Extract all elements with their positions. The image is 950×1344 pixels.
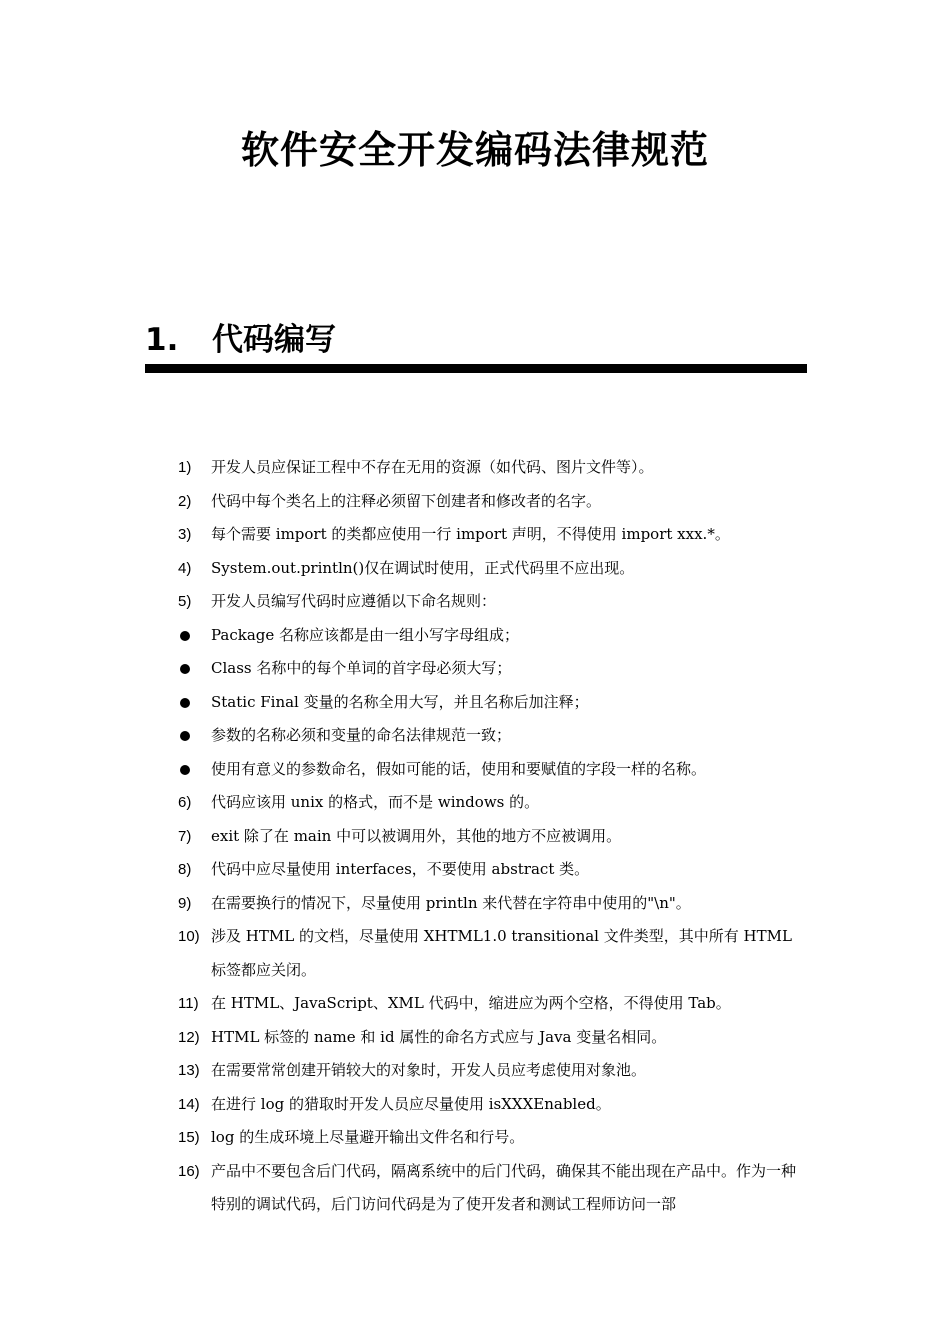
item-number: 15)	[178, 1129, 200, 1146]
item-text: System.out.println()仅在调试时使用，正式代码里不应出现。	[211, 558, 635, 577]
item-text: 开发人员应保证工程中不存在无用的资源（如代码、图片文件等）。	[211, 458, 654, 476]
item-number: 3)	[178, 526, 192, 543]
item-number: 7)	[178, 827, 192, 845]
item-number: 5)	[178, 593, 192, 610]
item-number: 12)	[178, 1028, 200, 1046]
list-item	[0, 920, 950, 987]
list-item	[0, 585, 950, 619]
list-item	[0, 552, 950, 586]
bullet-item	[0, 686, 950, 720]
list-item	[0, 786, 950, 820]
bullet-item	[0, 652, 950, 686]
bullet-dot-icon	[180, 698, 190, 708]
item-number: 11)	[178, 995, 199, 1012]
item-number: 10)	[178, 928, 200, 945]
item-text: 在进行 log 的猎取时开发人员应尽量使用 isXXXEnabled。	[211, 1094, 611, 1113]
item-number: 1)	[178, 459, 192, 476]
list-item	[0, 1021, 950, 1055]
list-item	[0, 1155, 950, 1222]
list-item	[0, 987, 950, 1021]
bullet-item	[0, 753, 950, 787]
item-text: Static Final 变量的名称全用大写，并且名称后加注释；	[211, 692, 589, 711]
bullet-dot-icon	[180, 631, 190, 641]
item-text: 代码应该用 unix 的格式，而不是 windows 的。	[211, 793, 540, 811]
bullet-item	[0, 719, 950, 753]
list-item	[0, 518, 950, 552]
item-number: 8)	[178, 861, 192, 878]
item-text: HTML 标签的 name 和 id 属性的命名方式应与 Java 变量名相同。	[211, 1027, 667, 1046]
item-number: 2)	[178, 492, 192, 510]
item-text: Class 名称中的每个单词的首字母必须大写；	[211, 659, 512, 677]
list-item	[0, 853, 950, 887]
item-text: 产品中不要包含后门代码，隔离系统中的后门代码，确保其不能出现在产品中。作为一种特别的调试代码，后门访问代码是为了使开发者和测试工程师访问一部	[211, 1161, 797, 1213]
list-item	[0, 1054, 950, 1088]
item-text: 代码中应尽量使用 interfaces，不要使用 abstract 类。	[211, 860, 590, 878]
list-item	[0, 887, 950, 921]
item-number: 6)	[178, 794, 192, 811]
item-number: 13)	[178, 1062, 200, 1079]
bullet-dot-icon	[180, 664, 190, 674]
item-text: 使用有意义的参数命名，假如可能的话，使用和要赋值的字段一样的名称。	[211, 759, 707, 778]
section-divider	[145, 364, 807, 373]
list-item	[0, 1121, 950, 1155]
item-number: 9)	[178, 894, 192, 912]
bullet-item	[0, 619, 950, 653]
list-item	[0, 485, 950, 519]
section-heading	[145, 318, 807, 362]
item-number: 4)	[178, 559, 192, 577]
item-text: 代码中每个类名上的注释必须留下创建者和修改者的名字。	[211, 491, 602, 510]
bullet-dot-icon	[180, 765, 190, 775]
item-text: 开发人员编写代码时应遵循以下命名规则：	[211, 592, 497, 610]
item-text: 参数的名称必须和变量的命名法律规范一致；	[211, 726, 512, 744]
item-text: exit 除了在 main 中可以被调用外，其他的地方不应被调用。	[211, 826, 622, 845]
rules-list	[0, 451, 950, 1222]
item-number: 16)	[178, 1162, 200, 1180]
section-title: 代码编写	[212, 322, 336, 358]
section-number: 1.	[145, 322, 179, 358]
document-title: 软件安全开发编码法律规范	[240, 128, 709, 172]
item-text: 在 HTML、JavaScript、XML 代码中，缩进应为两个空格，不得使用 Tab。	[211, 994, 731, 1012]
list-item	[0, 1088, 950, 1122]
item-text: 在需要换行的情况下，尽量使用 println 来代替在字符串中使用的"\n"。	[211, 893, 691, 912]
item-text: Package 名称应该都是由一组小写字母组成；	[211, 625, 520, 644]
item-text: 在需要常常创建开销较大的对象时，开发人员应考虑使用对象池。	[211, 1061, 647, 1079]
item-number: 14)	[178, 1095, 200, 1113]
item-text: 涉及 HTML 的文档，尽量使用 XHTML1.0 transitional 文件类型，其中所有 HTML 标签都应关闭。	[211, 927, 792, 979]
item-text: log 的生成环境上尽量避开输出文件名和行号。	[211, 1128, 525, 1146]
list-item	[0, 451, 950, 485]
item-text: 每个需要 import 的类都应使用一行 import 声明，不得使用 import xxx.*。	[211, 525, 730, 543]
bullet-dot-icon	[180, 731, 190, 741]
list-item	[0, 820, 950, 854]
